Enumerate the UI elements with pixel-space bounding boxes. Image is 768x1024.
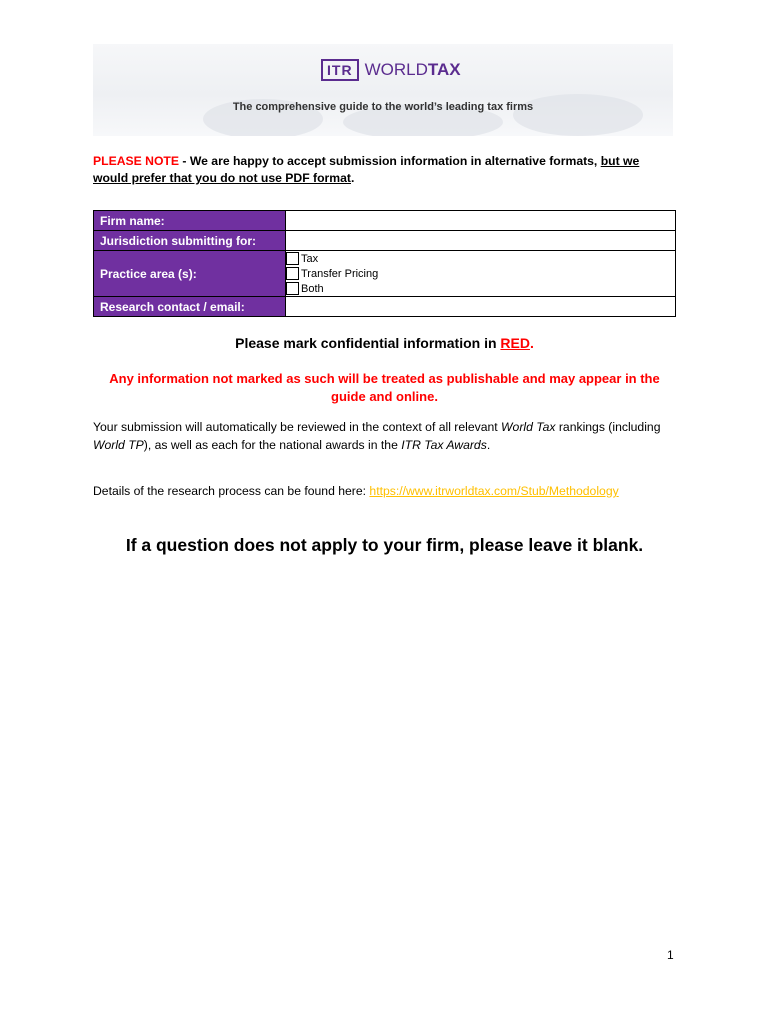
publishable-warning: Any information not marked as such will be treated as publishable and may appear in the guide and online. [109, 371, 660, 404]
option-label: Transfer Pricing [301, 267, 379, 280]
details-text: Details of the research process can be found here: [93, 484, 370, 498]
itr-world-tax-logo [321, 59, 461, 81]
practice-option-transfer-pricing[interactable] [286, 266, 669, 281]
please-note-end: . [350, 171, 355, 185]
confidential-end: . [529, 335, 534, 351]
research-contact-field[interactable] [286, 297, 676, 317]
checkbox[interactable] [286, 267, 299, 280]
firm-details-form [93, 210, 676, 317]
firm-name-field[interactable] [286, 211, 676, 231]
confidential-instruction [93, 335, 676, 351]
methodology-link[interactable]: https://www.itrworldtax.com/Stub/Methodology [369, 484, 619, 498]
para-text: Your submission will automatically be reviewed in the context of all relevant [93, 420, 502, 434]
research-details [93, 484, 619, 498]
practice-area-options [286, 251, 676, 297]
logo-box: ITR [321, 59, 359, 81]
checkbox[interactable] [286, 282, 299, 295]
please-note-underlined: but we would prefer that you do not use PDF format [93, 154, 640, 185]
practice-option-tax[interactable] [286, 251, 669, 266]
logo-word: WORLDTAX [364, 60, 461, 79]
tagline: The comprehensive guide to the world’s leading tax firms [232, 101, 534, 113]
rankings-paragraph [93, 418, 683, 454]
please-note [93, 153, 673, 187]
para-text: rankings (including [555, 420, 661, 434]
please-note-text: - We are happy to accept submission information in alternative formats, [179, 154, 601, 168]
header-banner [93, 44, 673, 136]
firm-name-label: Firm name: [94, 211, 286, 231]
option-label: Both [301, 282, 324, 295]
confidential-text: Please mark confidential information in [235, 335, 501, 351]
option-label: Tax [301, 252, 319, 265]
practice-option-both[interactable] [286, 281, 669, 296]
para-text: . [486, 438, 491, 452]
para-italic: ITR Tax Awards [401, 438, 487, 452]
para-italic: World Tax [501, 420, 556, 434]
research-contact-label: Research contact / email: [94, 297, 286, 317]
leave-blank-notice: If a question does not apply to your firm, please leave it blank. [125, 535, 644, 555]
jurisdiction-label: Jurisdiction submitting for: [94, 231, 286, 251]
practice-area-label: Practice area (s): [94, 251, 286, 297]
jurisdiction-field[interactable] [286, 231, 676, 251]
checkbox[interactable] [286, 252, 299, 265]
please-note-label: PLEASE NOTE [93, 154, 180, 168]
confidential-red-word: RED [500, 335, 530, 351]
para-italic: World TP [93, 438, 144, 452]
page-number: 1 [667, 948, 674, 962]
para-text: ), as well as each for the national awards in the [143, 438, 402, 452]
